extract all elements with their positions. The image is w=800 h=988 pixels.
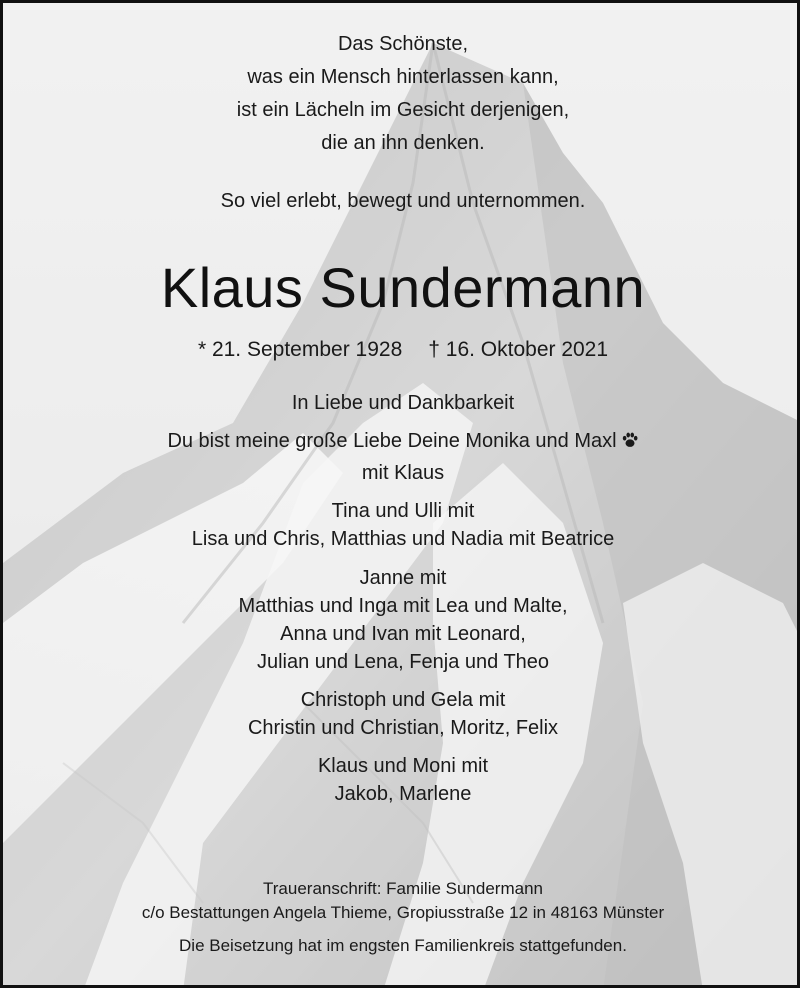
family-group-2-line: Matthias und Inga mit Lea und Malte, (238, 595, 568, 617)
family-group-4-line: Jakob, Marlene (334, 783, 472, 805)
funeral-home-address: c/o Bestattungen Angela Thieme, Gropiusstraße 12 in 48163 Münster (141, 903, 665, 922)
subline: So viel erlebt, bewegt und unternommen. (220, 190, 586, 212)
poem-line: was ein Mensch hinterlassen kann, (247, 66, 559, 88)
family-group-1-head: Tina und Ulli mit (331, 500, 475, 522)
spouse-line (3, 430, 800, 453)
paw-icon (621, 431, 639, 449)
burial-note: Die Beisetzung hat im engsten Familienkreis stattgefunden. (179, 936, 627, 955)
poem-line: Das Schönste, (337, 33, 469, 55)
spouse-line-2: mit Klaus (361, 462, 445, 484)
family-group-2-line: Anna und Ivan mit Leonard, (280, 623, 526, 645)
spouse-text: Du bist meine große Liebe Deine Monika und Maxl (167, 430, 617, 452)
poem-line: ist ein Lächeln im Gesicht derjenigen, (236, 99, 570, 121)
notice-text (3, 3, 800, 988)
family-group-2-head: Janne mit (359, 567, 447, 589)
deceased-name: Klaus Sundermann (160, 256, 646, 319)
family-group-2-line: Julian und Lena, Fenja und Theo (256, 651, 550, 673)
family-group-1-line: Lisa und Chris, Matthias und Nadia mit Beatrice (191, 528, 615, 550)
life-dates (3, 338, 800, 362)
family-group-3-line: Christin und Christian, Moritz, Felix (247, 717, 559, 739)
family-group-4-head: Klaus und Moni mit (317, 755, 489, 777)
family-group-3-head: Christoph und Gela mit (300, 689, 506, 711)
poem-line: die an ihn denken. (321, 132, 485, 154)
family-intro: In Liebe und Dankbarkeit (291, 392, 515, 414)
death-date: † 16. Oktober 2021 (428, 338, 609, 361)
mourning-address: Traueranschrift: Familie Sundermann (263, 879, 543, 898)
birth-date: * 21. September 1928 (197, 338, 403, 361)
